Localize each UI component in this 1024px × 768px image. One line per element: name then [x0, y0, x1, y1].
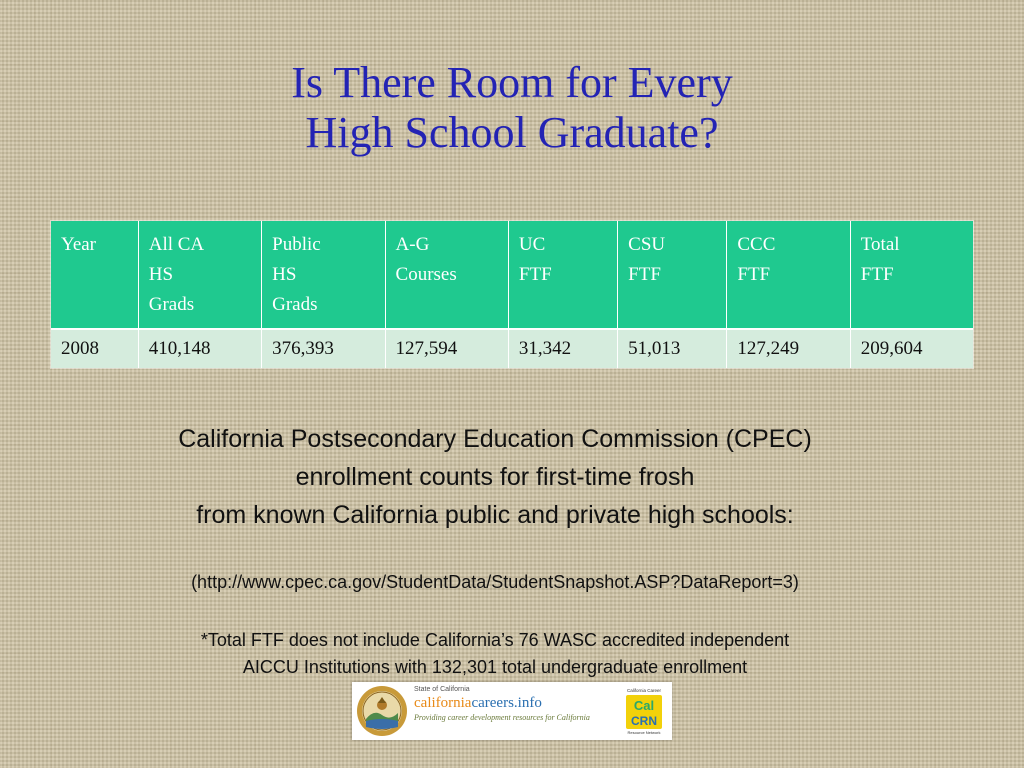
calcrn-crn-text: CRN	[631, 714, 657, 728]
logo-name-part-2: careers.info	[471, 695, 542, 711]
logo-text	[414, 686, 614, 722]
calcrn-top-text: California Career	[626, 688, 662, 693]
cell-ccc-ftf: 127,249	[727, 329, 850, 368]
logo-name	[414, 693, 614, 713]
calcrn-bottom-text: Resource Network	[627, 730, 661, 735]
description-text	[0, 420, 990, 534]
cell-total-ftf: 209,604	[850, 329, 973, 368]
enrollment-table	[51, 221, 973, 368]
cell-uc-ftf: 31,342	[508, 329, 617, 368]
cell-year: 2008	[51, 329, 138, 368]
description-line-1: California Postsecondary Education Commission (CPEC)	[178, 425, 812, 453]
description-line-2: enrollment counts for first-time frosh	[295, 463, 695, 491]
calcrn-logo-icon	[620, 686, 668, 736]
header-all-ca-hs-grads: All CA HS Grads	[138, 221, 261, 329]
header-public-hs-grads: Public HS Grads	[262, 221, 385, 329]
header-year: Year	[51, 221, 138, 329]
table-row	[51, 329, 973, 368]
calcrn-cal-text: Cal	[633, 698, 655, 713]
header-uc-ftf: UC FTF	[508, 221, 617, 329]
header-ccc-ftf: CCC FTF	[727, 221, 850, 329]
slide-title-line-2: High School Graduate?	[305, 108, 719, 157]
slide-title-line-1: Is There Room for Every	[291, 58, 733, 107]
slide-title	[0, 58, 1024, 158]
table-header-row	[51, 221, 973, 329]
source-url[interactable]: (http://www.cpec.ca.gov/StudentData/StudentSnapshot.ASP?DataReport=3)	[191, 572, 799, 592]
footnote	[0, 627, 990, 681]
header-a-g-courses: A-G Courses	[385, 221, 508, 329]
logo-tagline: Providing career development resources for California	[414, 713, 590, 722]
description-line-3: from known California public and private high schools:	[196, 501, 794, 529]
cell-all-ca-hs-grads: 410,148	[138, 329, 261, 368]
cell-public-hs-grads: 376,393	[262, 329, 385, 368]
california-seal-icon	[356, 685, 408, 737]
logo-name-part-1: california	[414, 695, 472, 711]
footnote-line-1: *Total FTF does not include California’s 76 WASC accredited independent	[200, 630, 790, 650]
header-csu-ftf: CSU FTF	[618, 221, 727, 329]
logo-state-label: State of California	[414, 686, 470, 693]
footnote-line-2: AICCU Institutions with 132,301 total undergraduate enrollment	[242, 657, 748, 677]
californiacareers-logo	[352, 682, 672, 740]
cell-a-g-courses: 127,594	[385, 329, 508, 368]
header-total-ftf: Total FTF	[850, 221, 973, 329]
cell-csu-ftf: 51,013	[618, 329, 727, 368]
